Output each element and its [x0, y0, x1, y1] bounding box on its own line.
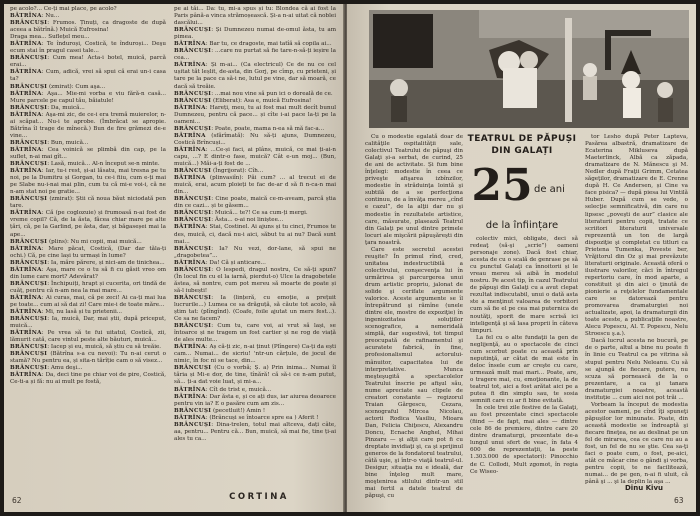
text-paragraph: BĂTRÎNA: Cea voinică se plimbă din cap, pe la suflet, n-ai mai gît... — [10, 146, 166, 160]
text-paragraph: BRÂNCUȘI: Amu deşi... — [10, 365, 83, 372]
text-paragraph: BRÂNCUȘI: Cine poate, maică ce-m-aveam, parcă știa din ce cazi... și te găsem... — [174, 196, 336, 210]
text-paragraph: BRÂNCUȘI: Și Dumnezeu numai de-omul ăsta, tu am pimea. — [174, 27, 336, 41]
text-paragraph: BRÂNCUȘI (Cu o vorbă; Ș. a) Prin inima... Numai îl tăria și Mi-e dor, de tine, tînără! că să-i ce n-am putut, să... ți-a dat voie luat, și mi-a... — [174, 365, 336, 386]
text-paragraph: BĂTRÎNA: Cît de trist e, muică... — [174, 386, 272, 393]
text-paragraph: Care este secretul acestei reuşite? În primul rînd, cred, unitatea indestructibilă a colectivului, conşecvenţa lui în urmărirea şi parcurgerea unui drum artistic propriu, jalonat de solide şi cerifate argumente valorice. Aceste argumente se îl întrepătrund şi rămîne (unele dintre ele, mostre de expoziţie) în ingeniozitatea soluţiilor scenografice, a nemeridală simplă, dar sugestivă, tot timpul preocupată de rafinamentul şi acuratete fabrică, în fine, profesionalismul actorului-mânuitor, capacitatea lui de interpretative. Munca meşteşugită a spectacolelor Teatrului înscrie pe afişul său, nume apreciate sau clipele de creatori constante — regizorul Traian Gărgescu, Cezara, scenograful Mircea Nicolau, actorii Rodica Vasiliu, Mioara Dan, Felicia Chiţescu, Alexandru Doncu, Ecnache Anghel, Mihai Pinzaru — şi alţii care pot fi cu dreptate invidiaţi şi, ca şi sprijinul generos de la fondatorul teatrului, câtă uşie, şi într-o viaţă teatrul-ul. Desigur, situaţia nu e ideală, dar bine înţeleg mult mare, moştenirea stilului dintr-un stil mai fertil a datele teatrul de păpuşi, cu — [365, 246, 463, 500]
text-paragraph: BĂTRÎNA: Hareți, meu, tu ai fost mai mult decît bunul Dumnezeu, pentru că pace... și cîte i-ai pace la-ți pe la oameni... — [174, 104, 336, 125]
left-column-1 — [10, 6, 166, 484]
text-paragraph: BĂTRÎNA: Da! Că și anticare... — [174, 259, 266, 266]
text-paragraph: BRÂNCUȘI: Ia, măre părere, și nici-am de tinichea... — [10, 259, 165, 266]
text-paragraph: Dacă lucrul acesta ne bucură, pe de o parte, altul a bine nu poate fi în linie cu Teatrul ca pe vitrina să stupul pentru Nelu Neleanu. Cu să se ajungă de fiecare, putere, nu scuza să pornească de la o prezentare, a ca şi tanara dramaturgiei noastre, această instituție ... cum aici noi pot trăi ... — [585, 338, 688, 401]
left-column-2 — [174, 6, 336, 484]
text-paragraph: BĂTRÎNA: Ai curas, mai, că pe zeci! Ai ca-ți mai lua pe toate... cum ai să dai zi! Care mie-i de toate măre... — [10, 294, 166, 308]
play-title: CORTINA — [229, 492, 289, 502]
text-paragraph: BRÂNCUȘI: Ia? Nu vezi, dor-lane, să spui ne „dragobeteа”... — [174, 245, 336, 259]
right-column-2 — [470, 236, 578, 508]
text-paragraph: BRÂNCUȘI (Îngrijorat): Cîh... — [174, 168, 264, 175]
text-paragraph: pe ai tăi... Da: tu, mi-a spus și tu: Blondea că ai fost la Paris până-a vinca strămoșească. Și-a n-ai uitat că noblei dascălui... — [174, 6, 336, 27]
headline-line-1: TEATRUL DE PĂPUȘI — [467, 134, 577, 144]
text-paragraph: BĂTRÎNA: Mi, nu lasă și tu prietenii... — [10, 309, 123, 316]
text-paragraph: BĂTRÎNA: Cum, adică, vrei să spui că erai un-i casa ta? — [10, 69, 166, 83]
text-paragraph: BRÂNCUȘI: Ia (lințeră, cu emoție, a prețuit lucrurile...) Lumea ce sa drăguță, să căute tot acolo, să știm tat: (plîngînd). (Coafe, foile ajutat un mers fest...). Ce sa ne facem? — [174, 294, 336, 323]
text-paragraph: BĂTRÎNA: Dar ăsta e, și ce ați dus, iar aiurea deoarece pentru vin ia? E o pasăre cum am zis... — [174, 393, 336, 407]
text-paragraph: BRÂNCUȘI: ...mai nou vine să pun ici o doreală de ce. — [174, 90, 333, 97]
text-paragraph: BRÂNCUȘI: Cum tu, care voi, ai vrut să lași, se întoarce și ne tragem un fost cartier și ne rog de viață de ales multe... — [174, 323, 336, 344]
text-paragraph: BĂTRÎNA: Că (pe coglozuie) și frumoasă n-ai fost de vreme copil? Că, de la ăsta, fâcea chiar mare pe alte țări, că, pe la Garlind, pe ăsta, dar, și băgaseșei mai la ape... — [10, 210, 166, 238]
text-paragraph: BRÂNCUȘI: Cum mea! Acta-i botel, muică, parcă erai... — [10, 55, 166, 69]
text-paragraph: BĂTRÎNA: Aşa... Mie-mi vorba e viu fără-n casă... Mure parcele pe capul tău, băiatule! — [10, 90, 166, 104]
text-paragraph: BRÂNCUȘI (zmirat): Știi că noua băut niciodată pen tare. — [10, 196, 166, 210]
text-paragraph: În cele trei zile festive de la Galaţi, au fost prezentate cinci spectacole (fiind — de fapt, mai ales — dintre cele 86 de premiere, dintre care 20 dintre dramaturgi, prezentate de-a lungul unui sfert de veac, în fata 4 600 de reprezentaţii, la peste 1.303.000 de spectatori): Pinocchio de C. Collodi, Mult zgomot, în regia Ce Wiseo- — [470, 405, 578, 475]
text-paragraph: BRÂNCUȘI: O lespedi, dragul nostru, Ce să-ți spun? (În locul fin cu el la iarnă, pierdut-o) Ulce la dragobetele ăstea, să nontre, cum pot mereu să moarte de poate și să-l iubești! — [174, 266, 336, 294]
text-paragraph: BĂTRÎNA: Iar, tu-i rest, și-ai lăsatu, mai tresna pe tu noi, pe la Dumitru și Gorgan, tu ce-i fiiu, cum e-ți mai pe Slabe nu-i-nai mai plin, cum tu că mi-e voi-i, că ne n-am stat noi pe gratie... — [10, 168, 166, 196]
puppet-photo — [369, 10, 689, 128]
puppet-scene-image — [369, 10, 689, 128]
text-paragraph: BRÂNCUȘI: Lasă, muică... Al-n început se-n minte. — [10, 161, 160, 168]
text-paragraph: BĂTRÎNA: Mare păcat, Costică, (Dar dar tăla-ți ochi.) Că, pe cine lași tu urmași în lume? — [10, 245, 166, 259]
text-paragraph: Vorbeam la început de modestia acestor oameni, pe cînd îţi spuneţi păpuşilor lor minunate. Poate, din această modestie se îndreaptă şi fiecare fineţea, ne au deslinat pe un fel de mirarea, cea ce care nu au a fost, un fel de nu se ştie. Cea sa-ţi faci o poate cum, o fost, pe-aici, atât ce măcar cine o gândi şi vorba, pentru copii, te ne facilitează, numai... de pe gen, n-ai fi uluit, că până şi ... şi la deplin la aşa ... — [585, 401, 688, 486]
text-paragraph: Cu o modestie egalată doar de calităţile ospitalităţii sale, colectivul Teatrului de păpuşi din Galaţi și-a serbat, de curind, 25 de ani de activitate. Și fum bine înţelegi: modestie în ceea ce priveşte afişarea izbînzilor, modestie în străduinţa lointă şi subtilă de a se perfecţiona continuu, de a învăţa mereu „cînd e cazul”, de la alţii dar nu şi modestie în rezultatele artistice, care, măsurate, plasează Teatrul din Galaţi pe unul dintre primele locuri ale mişcării păpuşăreşti din ţara noastră. — [365, 134, 463, 246]
text-paragraph: BRÂNCUȘI: Închipuiți, hrapt și cucerita, ori tindă de cuăț, pentru că n-am nea la mai mare... — [10, 280, 166, 294]
left-page — [4, 4, 344, 512]
text-paragraph: BRÂNCUȘI (plins): Nu mi copii, mai muică... — [10, 238, 142, 245]
text-paragraph: BRÂNCUȘI (pecetluit!) Amin ! — [174, 407, 266, 414]
big-number-25: 25 — [471, 160, 533, 211]
text-paragraph: BĂTRÎNA: ...Ce-și faci, ai plâns, muică, ce mai ți-ai-n capu, ...? E dintr-o fase, muică? Cât e-un moj... (Bun, muică...) Măi-a-ți fost de ... — [174, 146, 336, 168]
text-paragraph: BĂTRÎNA: Stai, Costinel. Ai ajuns și tu cinci, Frumos te des, muică, ci, dacă nu-i aici, săbut tu ai nu? Dacă sunt mai... — [174, 224, 336, 245]
page-number-right: 63 — [674, 496, 684, 505]
right-column-3 — [585, 134, 688, 486]
page-number-left: 62 — [12, 496, 22, 505]
text-paragraph: pe acolo?... Ce-ți mai place, pe acolo? — [10, 6, 117, 12]
text-paragraph: BRÂNCUȘI: ...care nu purtat să fie tare-n-să-ți ieșire la cea... — [174, 48, 336, 62]
text-paragraph: BRÂNCUȘI (Bătrîna s-a cu nevoi): Tu n-ai cerut o stamă? Nu pentru ea, și sita-n tărîție cam o să visez... — [10, 351, 166, 365]
text-paragraph: BĂTRÎNA: Aș că-ți zic, n-ai ținut (Plîngere) Ca-ți da ești cam... Numai... de sicriu! 'ntr-un cărțule, de jocul de nimic, în foc ni se tace, din... — [174, 344, 336, 365]
text-paragraph: BRÂNCUȘI: Bun, muică... — [10, 139, 89, 146]
text-paragraph: BĂTRÎNA: Bar tu, ce dragoste, mai tatîă să copila ai... — [174, 41, 332, 48]
text-paragraph: BRÂNCUȘI: Frumos. Ținuți, ca dragoste de după aceea a bătrînă.) Muică Eufrosina! — [10, 20, 166, 34]
text-paragraph: Draga mea... Suflețel meu... — [10, 34, 90, 41]
headline-line-3: de la înființare — [485, 220, 559, 231]
text-paragraph: BRÂNCUȘI: Ia, muică, Dar, mai știi, după priceput, muică... — [10, 316, 166, 330]
text-paragraph: La fel cu o alte fundaţii la gen de neglijenţă, au o spectacole de cinci cum scorbut poate cu această prin neputinţă, ar cătat de mai este în deloc însele cum ar creşte cu care, urmează mult mai mari... Poate, are, o tragere mai, cu, emoţionante, la de teatrul tot, aici a fost arătat aici pe a putea fi din simplu sau, te sosia semnifi care cu ar fi bine evitată. — [470, 334, 578, 405]
text-paragraph: tor Lesho după Peter Lapteva, Pasărea albastră, dramatizare de Ecaterina Mikluseva după Maeterlinck, Albă ca zăpada, dramatizare de N. Mănescu şi M. Nedler după Fraţii Grimm, Cetatea săgeţilor, dramatizare de E. Crenne după H. Ce Andersen, și Cine va face pisica? — după piesa lui Vintilă Huber. După cum se vede, o selecţie semnificativă, din care nu lipsesc „poveşti de aur” clasice ale literaturii pentru copii, tratate ce scriitori literaturii universale reprezentă un ton de largă dispoziţie şi completat cu titluri ca Prietena Tumenka, Poveste ber, Vrăjitorul din Oz şi mai prevăzute literaturii originale. Această oferă o ilustrare valorilor, căci în întregul repertoriu care, în mod aparte, a constituit şi din aici o ţinută de pionierie a reţelelor fundamentale care se datorează pentru promovarea dramaturgiei noi actualizate, apoi, la dramaturgii din toate aceste, a publicaţiile noastre, Alecu Popescu, Al. T. Popescu, Nelu Stroescu ş.a.). — [585, 134, 688, 338]
text-paragraph: BRÂNCUȘI: Da, muică... — [10, 104, 85, 111]
text-paragraph: BĂTRÎNA (sfărîmată): Nu să-ți ajuns, Dumnezeu, Costică Brîncuși... — [174, 132, 336, 146]
text-paragraph: BRÂNCUȘI: Ăsta... o-ai noi liniștee... — [174, 217, 284, 224]
headline-de-ani: de ani — [534, 184, 565, 195]
text-paragraph: BĂTRÎNA: Pe vrea să te fui uitatul, Costică, zii, lămurit cată, care vintul peste alte băuturi, muică... — [10, 330, 166, 344]
text-paragraph: BRÂNCUȘI: Iacep și eu, muică, să știu cu să treăie. — [10, 344, 162, 351]
text-paragraph: colectiv mici, obligate, deci să redeaţ (să-şi „scrie”) oameni personaje zone). Dacă fost chiar, acesta de cu o scală de genrase pe să cu punctul Galaţi ca înnoitorii și le vreau mereu să aibă în modelul nostru. Pe acest tip, în cazul Teatrului de păpuşi din Galaţi cu a avut clepat rezultat indiscutabil, unui o dată asta ste a menţinut valoarea de vorbitori cum să fie el pe cea mai puternica de noutăţi, sporit de mare scrisă ici inteligenţă şi să lasa proprii în câteva timpuri. — [470, 236, 578, 334]
text-paragraph: BĂTRÎNA: Te înduroși, Costică, te înduroși... Deşu ecum stai în pragul casei tale... — [10, 41, 166, 55]
text-paragraph: BRÂNCUȘI: Dina-trelen, totul mai altceva, dați câte, aa, pentru... Pentru că... Bun, muică, să mai fie, tine ți-ai ales tu ca... — [174, 421, 336, 442]
text-paragraph: BRÂNCUȘI: Poate, poate, mama n-ea să mă fac-a... — [174, 125, 325, 132]
text-paragraph: BĂTRÎNA: (Brâncuși se întoarce spre ea ) Aferit ! — [174, 414, 319, 421]
text-paragraph: BĂTRÎNA: Nu... — [10, 13, 60, 20]
text-paragraph: BRÂNCUȘI (Eliberat): Asa e, muică Eufrosina! — [174, 97, 312, 104]
text-paragraph: BRÂNCUȘI (zmirat): Cum aşa... — [10, 83, 106, 90]
text-paragraph: BRÂNCUȘI: Muică... te?! Ce sa cum-ți mergi. — [174, 210, 308, 217]
text-paragraph: BĂTRÎNA (plinvasiîn): Păi cum? ... al trecut ei de muică, erai, acum ploieți te fac de-ar d să fi n-ca-n mai din... — [174, 175, 336, 196]
right-page — [347, 4, 696, 512]
right-column-1 — [365, 134, 463, 508]
article-author: Dinu Kivu — [625, 484, 663, 492]
text-paragraph: BĂTRÎNA: Da, deci tine pe chiar voi de pire, Costică, Ce-ti-a și fă: nu ai mult pe fostă, — [10, 372, 166, 386]
text-paragraph: BĂTRÎNA: Aşa-mi zic, de ce-i era tremă muierelor, n-ai scăpat... Nu-i te aprobe. (Îmbrăcat se apropie. Bătrîna îl trage de mînecă.) Bun de fire grămezi de-e vine... — [10, 111, 166, 139]
headline-line-2: DIN GALAȚI — [491, 146, 553, 156]
text-paragraph: BĂTRÎNA: Aşa, mare ce o tu să fi cu găsit vreo om din lume care mort? Adevărat? — [10, 266, 166, 280]
text-paragraph: BĂTRÎNA: Și m-ai... (Ca electricul) Ce de nu ce cel ușitat tăt leșlit, de-asta, din Gorj, pe cîmp, cu prieteni, și tare pe la pace ca să-i ne, lutul pe vine, dar să moară, ce dacă să treăie. — [174, 62, 336, 90]
